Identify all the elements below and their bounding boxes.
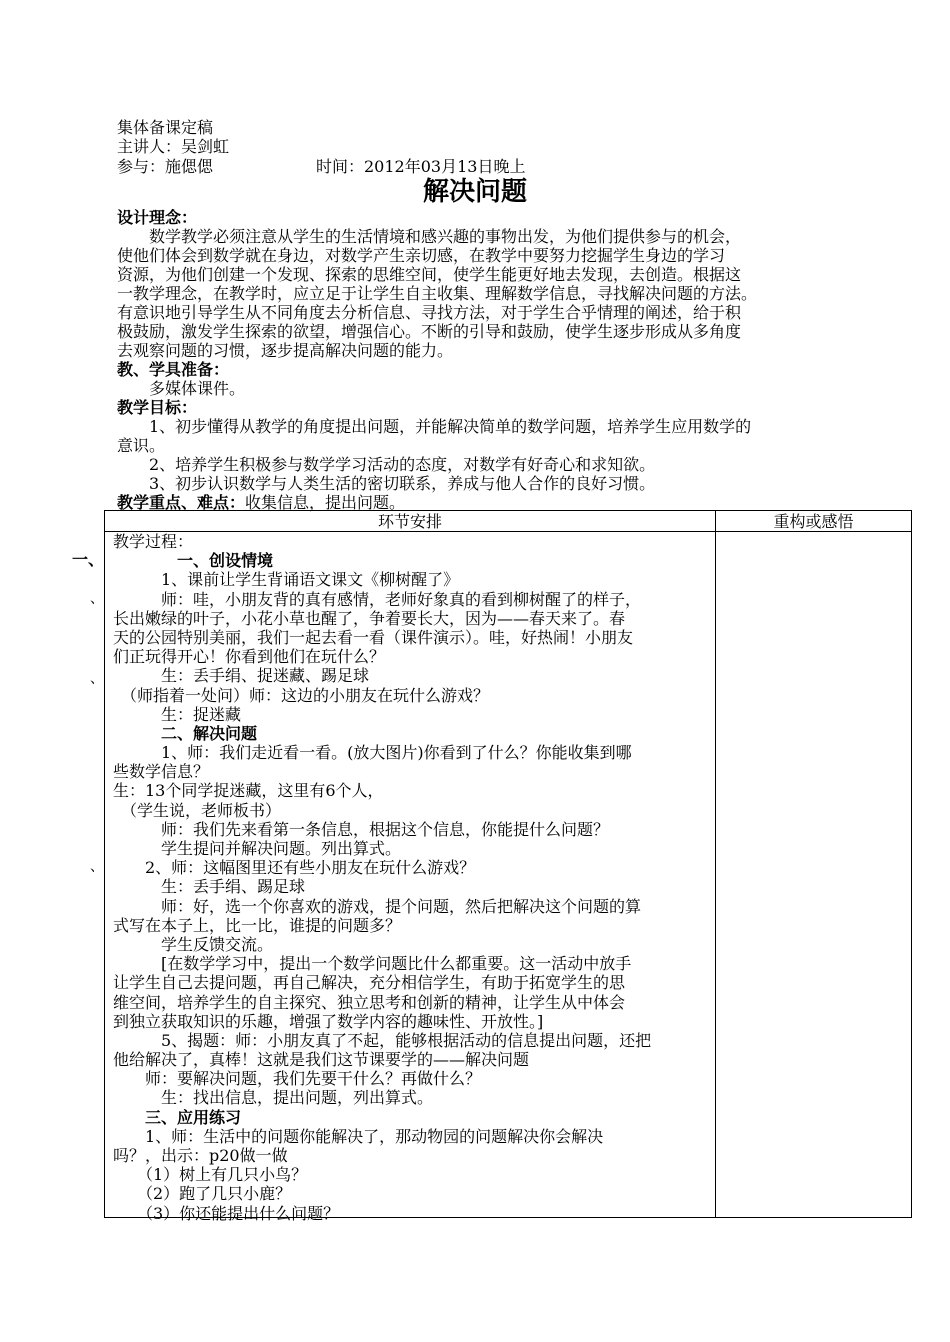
process-line: 师：我们先来看第一条信息，根据这个信息，你能提什么问题？: [113, 819, 610, 839]
header-participant: 参与：施偲偲: [117, 157, 214, 176]
process-line: 生：找出信息，提出问题，列出算式。: [113, 1088, 434, 1108]
process-line: （学生说，老师板书）: [113, 800, 282, 820]
focus-text: 收集信息，提出问题。: [245, 493, 406, 512]
table-header-steps: 环节安排: [377, 512, 442, 531]
process-line: （师指着一处问）师：这边的小朋友在玩什么游戏？: [113, 685, 490, 705]
process-line: 长出嫩绿的叶子，小花小草也醒了，争着要长大，因为——春天来了。春: [113, 608, 626, 628]
section-heading: 一、创设情境: [113, 551, 274, 571]
process-line: 式写在本子上，比一比，谁提的问题多？: [113, 915, 402, 935]
process-line: 生：13个同学捉迷藏，这里有6个人，: [113, 781, 384, 801]
tools-heading: 教、学具准备：: [117, 360, 230, 379]
process-line: [在数学学习中，提出一个数学问题比什么都重要。这一活动中放手: [113, 954, 632, 974]
process-line: 些数学信息？: [113, 762, 210, 782]
goal-line: 1、初步懂得从教学的角度提出问题，并能解决简单的数学问题，培养学生应用数学的: [117, 417, 752, 436]
lesson-table: [104, 510, 912, 1223]
design-line: 资源，为他们创建一个发现、探索的思维空间，使学生能更好地去发现，去创造。根据这: [117, 265, 742, 284]
process-line: 到独立获取知识的乐趣，增强了数学内容的趣味性、开放性。]: [113, 1011, 544, 1031]
process-line: 他给解决了，真棒！这就是我们这节课要学的——解决问题: [113, 1050, 530, 1070]
process-line: 让学生自己去提问题，再自己解决，充分相信学生，有助于拓宽学生的思: [113, 973, 626, 993]
header-speaker: 主讲人：吴剑虹: [117, 137, 230, 156]
design-line: 有意识地引导学生从不同角度去分析信息、寻找方法，对于学生合乎情理的阐述，给于积: [117, 303, 742, 322]
design-section: [117, 208, 852, 512]
process-line: 师：要解决问题，我们先要干什么？再做什么？: [113, 1069, 482, 1089]
process-line: 生：捉迷藏: [113, 704, 242, 724]
margin-mark: 、: [90, 591, 104, 607]
header-line-1: 集体备课定稿: [117, 118, 214, 137]
goal-line: 2、培养学生积极参与数学学习活动的态度，对数学有好奇心和求知欲。: [117, 455, 656, 474]
design-line: 使他们体会到数学就在身边，对数学产生亲切感，在教学中要努力挖掘学生身边的学习: [117, 246, 726, 265]
goals-heading: 教学目标：: [117, 398, 198, 417]
process-line: 1、师：生活中的问题你能解决了，那动物园的问题解决你会解决: [113, 1126, 604, 1146]
process-line: 生：丢手绢、踢足球: [113, 877, 306, 897]
design-heading: 设计理念：: [117, 208, 198, 227]
lesson-process-cell: [113, 532, 709, 1223]
process-line: （3）你还能提出什么问题？: [113, 1203, 340, 1223]
header-time: 时间：2012年03月13日晚上: [316, 157, 526, 176]
process-line: 吗？，出示：p20做一做: [113, 1146, 288, 1165]
table-column-divider: [715, 511, 716, 1217]
process-line: 们正玩得开心！你看到他们在玩什么？: [113, 647, 386, 667]
process-line: 生：丢手绢、捉迷藏、踢足球: [113, 666, 370, 686]
design-line: 去观察问题的习惯，逐步提高解决问题的能力。: [117, 341, 454, 360]
process-line: 学生反馈交流。: [113, 934, 274, 954]
process-line: 2、师：这幅图里还有些小朋友在玩什么游戏？: [113, 858, 476, 878]
tools-text: 多媒体课件。: [117, 379, 246, 398]
process-line: （1）树上有几只小鸟？: [113, 1165, 308, 1185]
process-line: 5、揭题：师：小朋友真了不起，能够根据活动的信息提出问题，还把: [113, 1030, 652, 1050]
margin-mark: 、: [90, 671, 104, 687]
section-heading: 三、应用练习: [113, 1107, 242, 1127]
process-line: （2）跑了几只小鹿？: [113, 1184, 292, 1204]
process-line: 1、师：我们走近看一看。(放大图片)你看到了什么？你能收集到哪: [113, 743, 632, 763]
goal-line: 意识。: [117, 436, 166, 455]
margin-mark: 一、: [72, 550, 105, 569]
process-line: 教学过程：: [113, 532, 194, 551]
process-line: 学生提问并解决问题。列出算式。: [113, 839, 402, 858]
process-line: 天的公园特别美丽，我们一起去看一看（课件演示）。哇，好热闹！小朋友: [113, 627, 634, 647]
margin-mark: 、: [90, 859, 104, 875]
section-heading: 二、解决问题: [113, 723, 258, 743]
process-line: 师：哇，小朋友背的真有感情，老师好象真的看到柳树醒了的样子，: [113, 589, 642, 609]
design-line: 一教学理念，在教学时，应立足于让学生自主收集、理解数学信息，寻找解决问题的方法。: [117, 284, 758, 303]
table-header-reflection: 重构或感悟: [773, 512, 854, 531]
page-title: 解决问题: [422, 177, 527, 207]
goal-line: 3、初步认识数学与人类生活的密切联系，养成与他人合作的良好习惯。: [117, 474, 656, 493]
design-line: 极鼓励，激发学生探索的欲望，增强信心。不断的引导和鼓励，使学生逐步形成从多角度: [117, 322, 742, 341]
process-line: 师：好，选一个你喜欢的游戏，提个问题，然后把解决这个问题的算: [113, 896, 642, 916]
process-line: 1、课前让学生背诵语文课文《柳树醒了》: [113, 570, 460, 590]
design-line: 数学教学必须注意从学生的生活情境和感兴趣的事物出发，为他们提供参与的机会，: [117, 227, 742, 246]
process-line: 维空间，培养学生的自主探究、独立思考和创新的精神，让学生从中体会: [113, 992, 626, 1012]
focus-label: 教学重点、难点：: [117, 493, 246, 512]
